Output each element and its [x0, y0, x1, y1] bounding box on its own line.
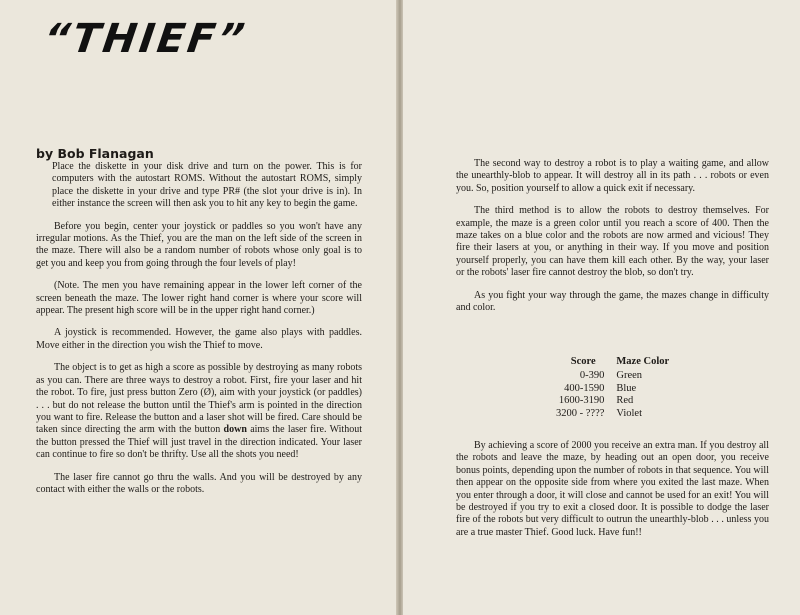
- header-maze-color: Maze Color: [616, 356, 670, 367]
- table-header-row: [556, 356, 675, 370]
- color-cell: Violet: [616, 407, 643, 419]
- paragraph-extra-man: By achieving a score of 2000 you receive an extra man. If you destroy all the robots and leave the maze, by heading out an open door, you receive bonus points, depending upon the number of robots in that sequence. You will then appear on the opposite side from where you exited the last maze. When you enter through a door, it will close and cannot be used for an exit! You will be destroyed if you try to exit a closed door. It is possible to dodge the laser fire of the robots but very difficult to outrun the unearthly-blob . . . unless you are a true master Thief. Good luck. Have fun!!: [456, 440, 769, 538]
- color-cell: Blue: [616, 382, 637, 394]
- paragraph-mazes-change: As you fight your way through the game, the mazes change in difficulty and color.: [456, 289, 769, 314]
- object-text-end: aims the laser fire. Without the button pressed the Thief will just travel in the direction indicated. Your laser can continue to fire so don't be thrifty. Use all the shots you need!: [36, 424, 362, 461]
- table-row: [556, 395, 675, 407]
- score-cell: 1600-3190: [558, 395, 605, 407]
- score-color-table: [556, 356, 675, 420]
- left-page: [0, 0, 398, 615]
- right-body-final: [456, 440, 769, 549]
- object-text-start: The object is to get as high a score as possible by destroying as many robots as you can. There are three ways to destroy a robot. First, fire your laser and hit the robot. To fire, just press button Zero (Ø), aim with your joystick (or paddles) . . . but do not release the button until the Thief's arm is pointed in the direction you want to fire. Release the button and a laser shot will be fired. Care should be taken since directing the arm with the button: [36, 362, 362, 436]
- paragraph-joystick: A joystick is recommended. However, the game also plays with paddles. Move either in the direction you wish the Thief to move.: [36, 327, 362, 351]
- table-row: [556, 383, 675, 395]
- paragraph-second-way: The second way to destroy a robot is to play a waiting game, and allow the unearthly-blob to appear. It will destroy all in its path . . . robots or even you. So, position yourself to allow a quick exit if necessary.: [456, 158, 769, 194]
- author-byline: by Bob Flanagan: [36, 146, 154, 161]
- color-cell: Green: [616, 370, 643, 382]
- paragraph-object: [36, 362, 362, 461]
- paragraph-begin: Before you begin, center your joystick or paddles so you won't have any irregular motions. As the Thief, you are the man on the left side of the screen in the maze. There will also be a random number of robots whose only goal is to get you and keep you from going through the four levels of play!: [36, 220, 362, 269]
- page-title: “THIEF”: [40, 16, 251, 62]
- score-cell: 400-1590: [564, 382, 605, 394]
- paragraph-walls: The laser fire cannot go thru the walls. And you will be destroyed by any contact with either the walls or the robots.: [36, 471, 362, 495]
- table-row: [556, 408, 675, 420]
- paragraph-setup: Place the diskette in your disk drive and turn on the power. This is for computers with the autostart ROMS. Without the autostart ROMS, simply place the diskette in your drive and type PR# (the slot your drive is in). In either instance the screen will then ask you to hit any key to begin the game.: [52, 161, 362, 210]
- keyword-down: down: [223, 424, 247, 436]
- color-cell: Red: [616, 395, 634, 407]
- left-body: [36, 161, 362, 506]
- right-page: [403, 0, 800, 615]
- paragraph-third-method: The third method is to allow the robots to destroy themselves. For example, the maze is a green color until you reach a score of 400. Then the maze takes on a blue color and the robots are now armed and vicious! They fire their lasers at you, or anything in their way. If you move and position yourself properly, you can have them kill each other. By the way, your laser or the robots' laser fire cannot destroy the blob, so don't try.: [456, 205, 769, 279]
- paragraph-note: (Note. The men you have remaining appear in the lower left corner of the screen beneath the maze. The lower right hand corner is where your score will appear. The present high score will be in the upper right hand corner.): [36, 280, 362, 317]
- score-cell: 0-390: [579, 370, 605, 382]
- score-cell: 3200 - ????: [556, 407, 605, 419]
- table-row: [556, 370, 675, 382]
- header-score: Score: [570, 356, 596, 367]
- right-body: [456, 158, 769, 324]
